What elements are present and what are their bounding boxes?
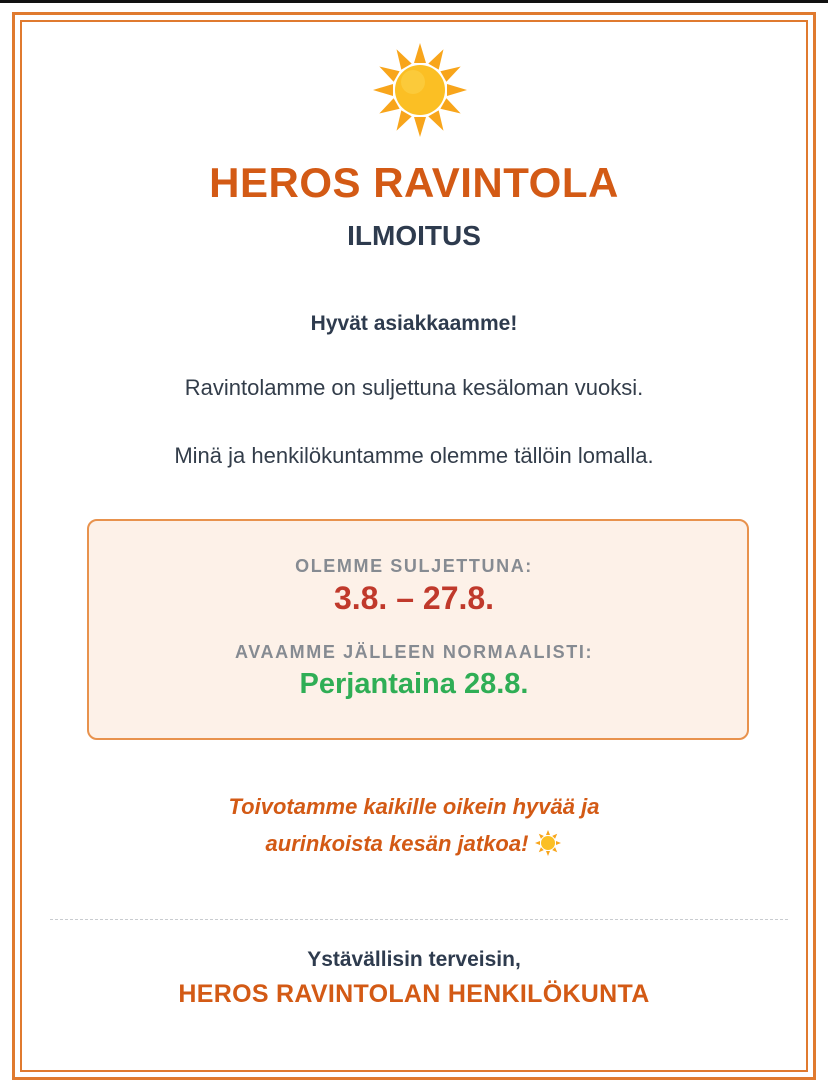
reopen-label: AVAAMME JÄLLEEN NORMAALISTI:: [234, 642, 594, 662]
wish-line-1: Toivotamme kaikille oikein hyvää ja: [228, 794, 600, 819]
message-line-staff: Minä ja henkilökuntamme olemme tällöin lomalla.: [174, 443, 654, 468]
greeting-text: Hyvät asiakkaamme!: [310, 312, 518, 335]
sun-icon: [364, 38, 476, 142]
top-edge-bar: [0, 0, 828, 3]
closed-dates: 3.8. – 27.8.: [333, 580, 495, 616]
closure-info-box: [87, 519, 749, 740]
reopen-date: Perjantaina 28.8.: [299, 668, 529, 700]
wish-line-2: aurinkoista kesän jatkoa!: [265, 831, 529, 856]
wish-line-2-wrap: [0, 829, 828, 858]
restaurant-title: HEROS RAVINTOLA: [209, 159, 619, 206]
sun-emoji-icon: [534, 829, 562, 857]
dashed-divider: [50, 919, 788, 920]
notice-subtitle: ILMOITUS: [347, 220, 481, 251]
closed-label: OLEMME SULJETTUNA:: [295, 556, 533, 576]
closing-greeting: Ystävällisin terveisin,: [307, 948, 521, 971]
staff-signature: HEROS RAVINTOLAN HENKILÖKUNTA: [178, 980, 650, 1008]
message-line-closed: Ravintolamme on suljettuna kesäloman vuoksi.: [184, 375, 644, 400]
